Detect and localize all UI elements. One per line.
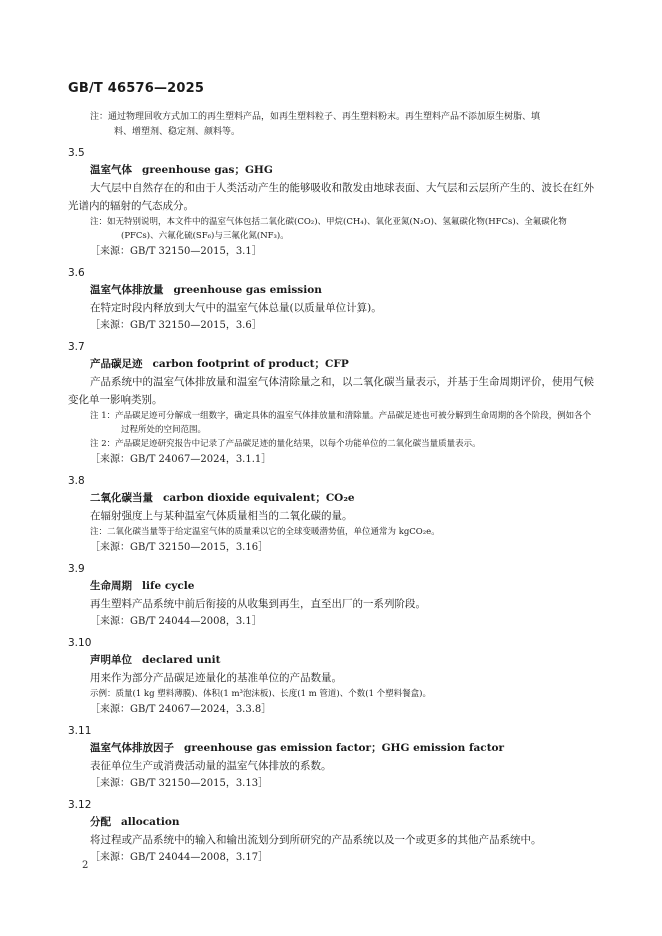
term-note: 注 2：产品碳足迹研究报告中记录了产品碳足迹的量化结果，以每个功能单位的二氧化碳当量质量表示。 <box>90 439 481 449</box>
term-english: greenhouse gas emission factor；GHG emission factor <box>184 742 505 754</box>
term-chinese: 声明单位 <box>90 654 132 666</box>
term-source: ［来源：GB/T 24067—2024，3.1.1］ <box>90 454 272 465</box>
top-note-line1: 通过物理回收方式加工的再生塑料产品，如再生塑料粒子、再生塑料粉末。再生塑料产品不添加原生树脂、填 <box>108 112 541 122</box>
term-entry <box>68 340 598 468</box>
term-entry <box>68 636 598 718</box>
term-definition: 表征单位生产或消费活动量的温室气体排放的系数。 <box>90 760 332 772</box>
term-definition: 大气层中自然存在的和由于人类活动产生的能够吸收和散发由地球表面、大气层和云层所产生的、波长在红外光谱内的辐射的气态成分。 <box>68 182 594 212</box>
top-note <box>90 110 598 125</box>
term-definition: 用来作为部分产品碳足迹量化的基准单位的产品数量。 <box>90 672 342 684</box>
term-source: ［来源：GB/T 24067—2024，3.3.8］ <box>90 704 272 715</box>
term-entry <box>68 474 598 556</box>
term-chinese: 二氧化碳当量 <box>90 492 153 504</box>
term-source: ［来源：GB/T 32150—2015，3.16］ <box>90 542 269 553</box>
term-heading <box>90 162 598 179</box>
section-number: 3.5 <box>68 147 85 159</box>
term-english: greenhouse gas emission <box>173 284 322 296</box>
term-source: ［来源：GB/T 32150—2015，3.13］ <box>90 778 269 789</box>
section-number: 3.10 <box>68 637 92 649</box>
term-entry <box>68 266 598 334</box>
term-definition: 再生塑料产品系统中前后衔接的从收集到再生，直至出厂的一系列阶段。 <box>90 598 426 610</box>
section-number: 3.12 <box>68 799 92 811</box>
term-definition: 产品系统中的温室气体排放量和温室气体清除量之和，以二氧化碳当量表示，并基于生命周期评价，使用气候变化单一影响类别。 <box>68 376 594 406</box>
term-chinese: 生命周期 <box>90 580 132 592</box>
term-english: allocation <box>121 816 180 828</box>
term-note: 注 1：产品碳足迹可分解成一组数字，确定具体的温室气体排放量和清除量。产品碳足迹也可被分解到生命周期的各个阶段，例如各个过程所处的空间范围。 <box>90 411 592 435</box>
section-number: 3.7 <box>68 341 85 353</box>
term-heading <box>90 578 598 595</box>
term-heading <box>90 740 598 757</box>
top-note-line2: 料、增塑剂、稳定剂、颜料等。 <box>114 127 241 137</box>
term-heading <box>90 652 598 669</box>
term-definition: 将过程或产品系统中的输入和输出流划分到所研究的产品系统以及一个或更多的其他产品系统中。 <box>90 834 542 846</box>
page-number: 2 <box>82 860 89 871</box>
term-chinese: 分配 <box>90 816 111 828</box>
term-entry <box>68 146 598 260</box>
term-entry <box>68 798 598 866</box>
term-entry <box>68 724 598 792</box>
term-note: 注：如无特别说明，本文件中的温室气体包括二氧化碳(CO₂)、甲烷(CH₄)、氧化亚氮(N₂O)、氢氟碳化物(HFCs)、全氟碳化物(PFCs)、六氟化硫(SF₆)与三氟化氮(NF₃)。 <box>90 217 567 241</box>
section-number: 3.8 <box>68 475 85 487</box>
term-chinese: 温室气体排放因子 <box>90 742 174 754</box>
term-chinese: 产品碳足迹 <box>90 358 143 370</box>
term-definition: 在特定时段内释放到大气中的温室气体总量(以质量单位计算)。 <box>90 302 382 314</box>
term-definition: 在辐射强度上与某种温室气体质量相当的二氧化碳的量。 <box>90 510 353 522</box>
term-source: ［来源：GB/T 32150—2015，3.6］ <box>90 320 262 331</box>
term-heading <box>90 490 598 507</box>
term-chinese: 温室气体 <box>90 164 132 176</box>
term-note: 示例：质量(1 kg 塑料薄膜)、体积(1 m³泡沫板)、长度(1 m 管道)、个数(1 个塑料餐盒)。 <box>90 689 431 699</box>
standard-number: GB/T 46576—2025 <box>68 81 205 96</box>
term-sections <box>68 146 598 866</box>
term-source: ［来源：GB/T 32150—2015，3.1］ <box>90 246 262 257</box>
section-number: 3.6 <box>68 267 85 279</box>
term-english: carbon dioxide equivalent；CO₂e <box>163 492 355 504</box>
term-source: ［来源：GB/T 24044—2008，3.17］ <box>90 852 269 863</box>
section-number: 3.11 <box>68 725 92 737</box>
term-heading <box>90 282 598 299</box>
term-english: life cycle <box>142 580 195 592</box>
page-content <box>68 110 598 866</box>
term-english: declared unit <box>142 654 221 666</box>
top-note-label: 注： <box>90 112 109 122</box>
term-chinese: 温室气体排放量 <box>90 284 164 296</box>
term-english: carbon footprint of product；CFP <box>152 358 349 370</box>
term-heading <box>90 814 598 831</box>
term-entry <box>68 562 598 630</box>
term-source: ［来源：GB/T 24044—2008，3.1］ <box>90 616 262 627</box>
term-heading <box>90 356 598 373</box>
section-number: 3.9 <box>68 563 85 575</box>
term-note: 注：二氧化碳当量等于给定温室气体的质量乘以它的全球变暖潜势值，单位通常为 kgCO₂e。 <box>90 527 440 537</box>
term-english: greenhouse gas；GHG <box>142 164 273 176</box>
